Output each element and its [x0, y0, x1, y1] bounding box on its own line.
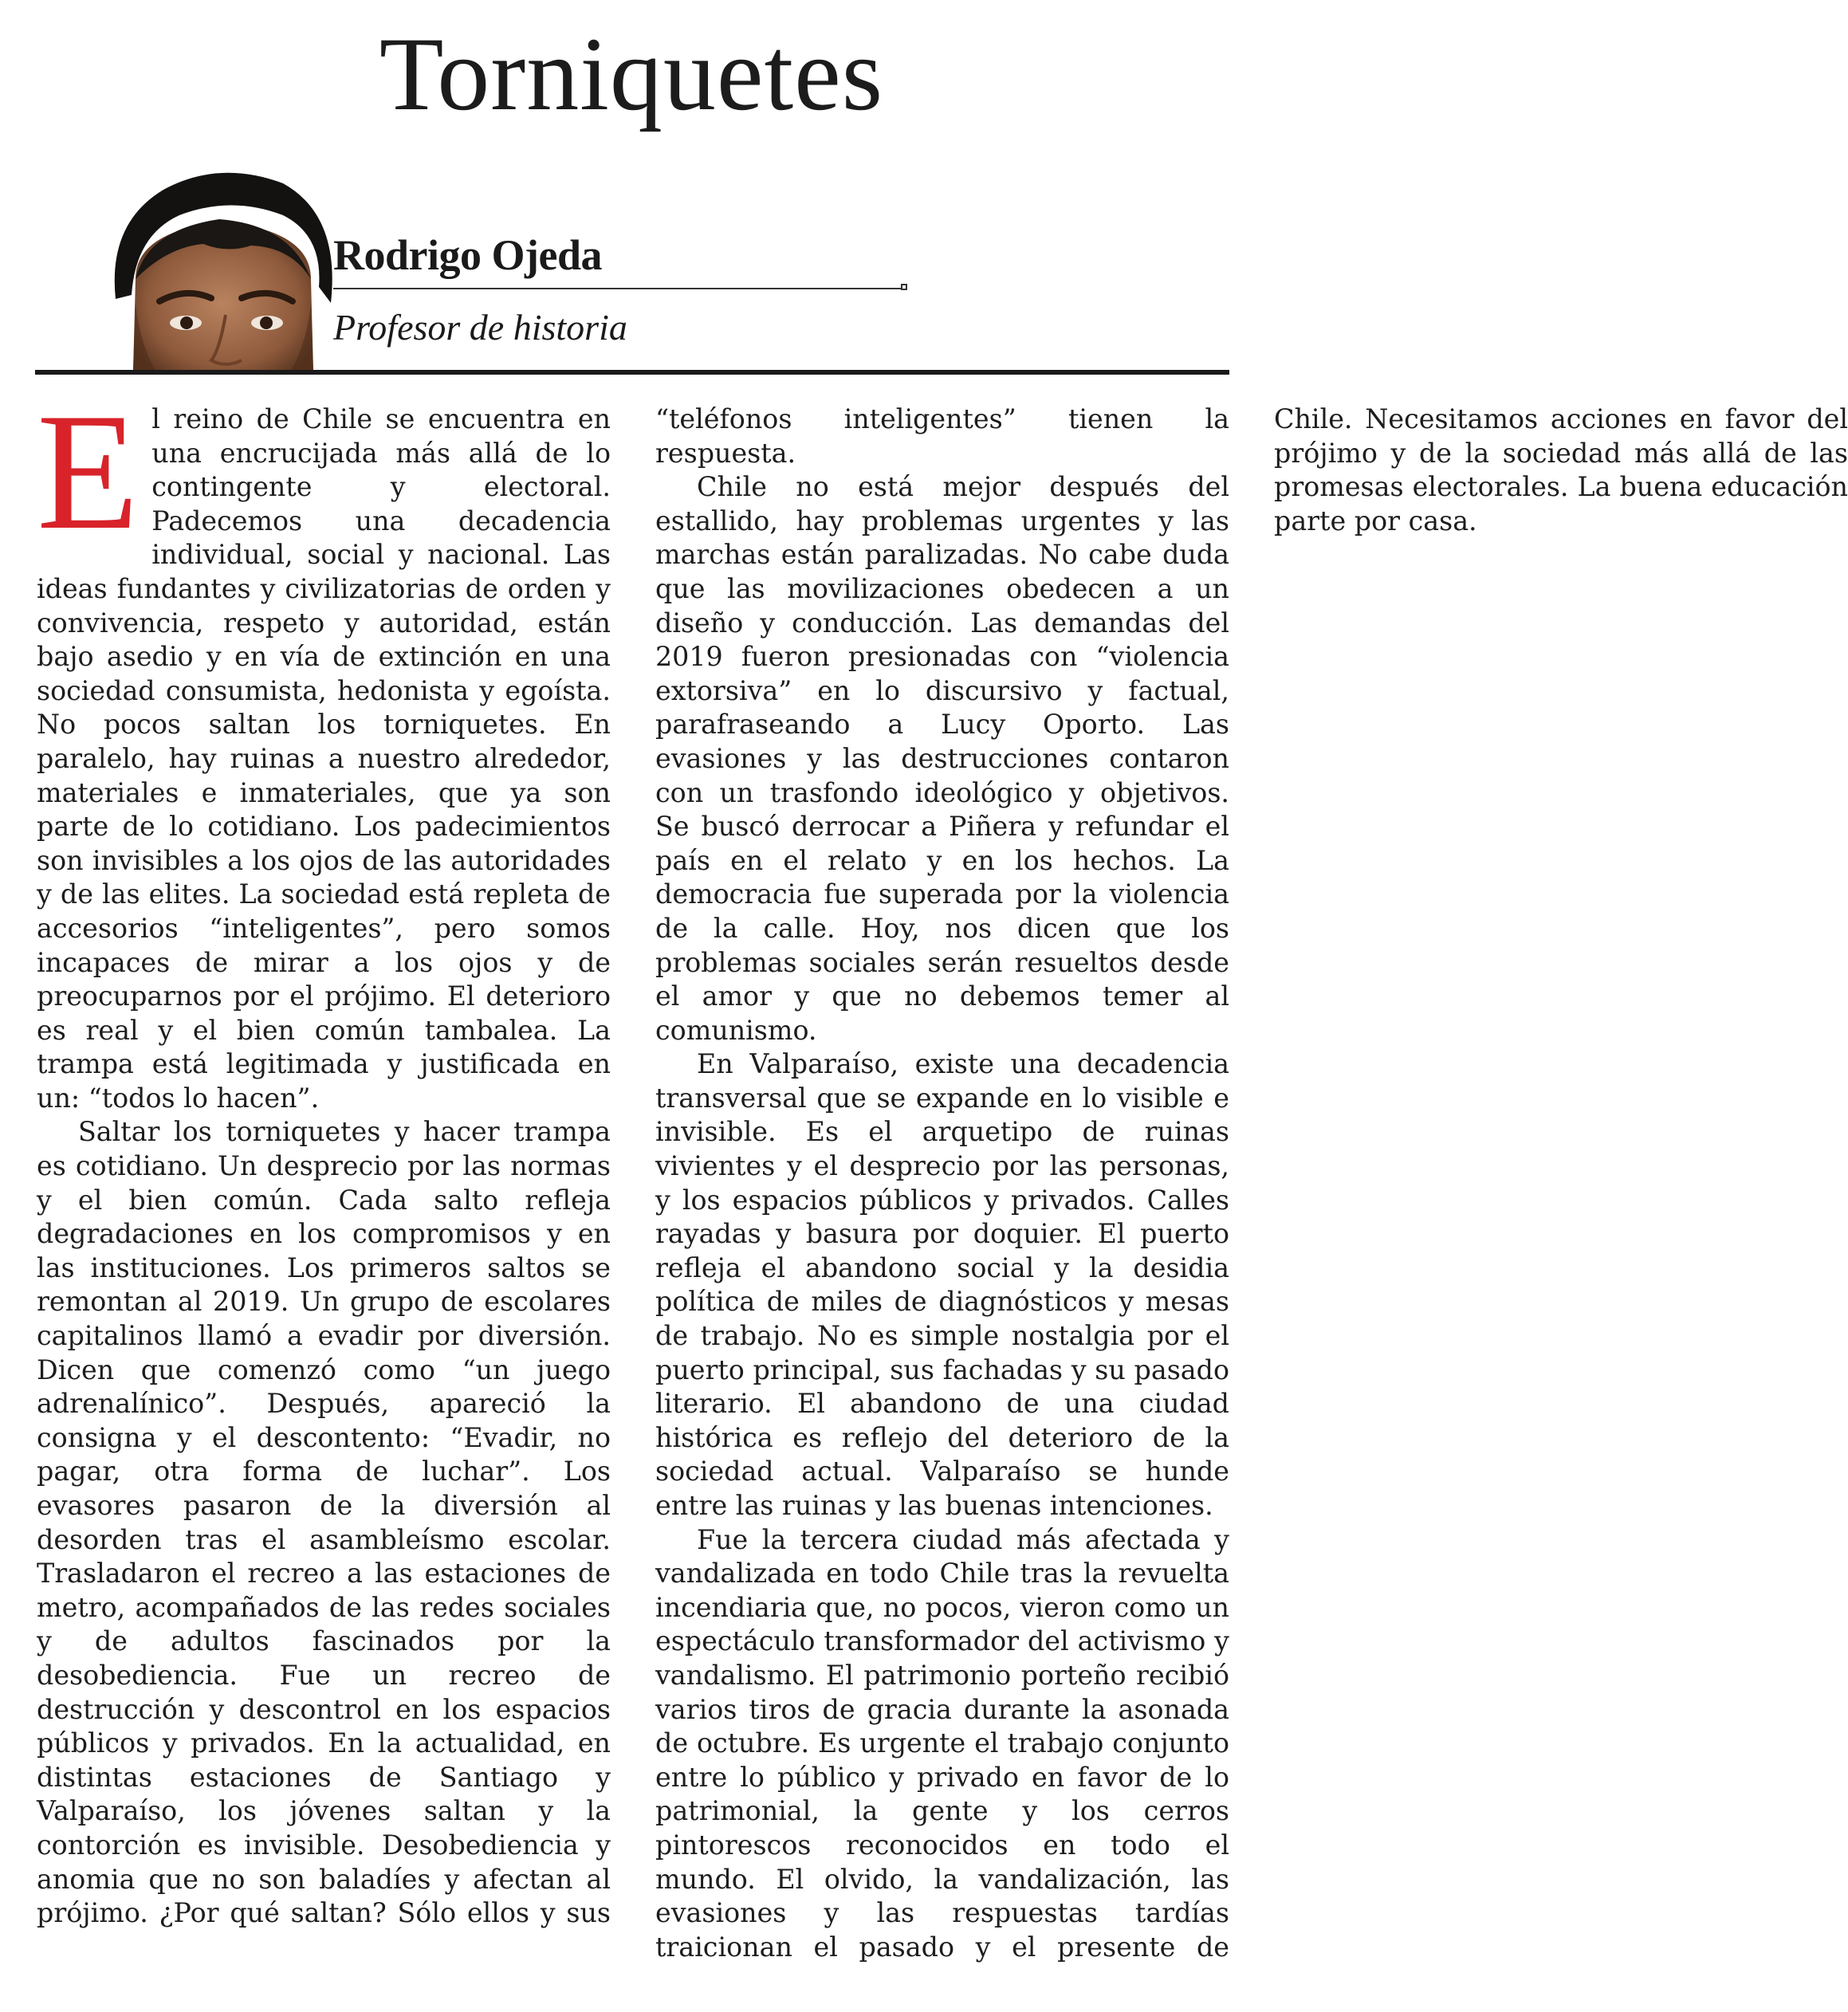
header-rule [35, 370, 1229, 375]
paragraph-3: Chile no está mejor después del estallido, hay problemas urgentes y las marchas están paralizadas. No cabe duda que las movilizaciones obedecen a un diseño y conducción. Las demandas del 2019 fueron presionadas con “violencia extorsiva” en lo discursivo y factual, parafraseando a Lucy Oporto. Las evasiones y las destrucciones contaron con un trasfondo ideológico y objetivos. Se buscó derrocar a Piñera y refundar el país en el relato y en los hechos. La democracia fue superada por la violencia de la calle. Hoy, nos dicen que los problemas sociales serán resueltos desde el amor y que no debemos temer al comunismo. [655, 471, 1229, 1046]
article-body [37, 379, 1848, 1989]
paragraph-1 [37, 379, 611, 1115]
author-name: Rodrigo Ojeda [333, 231, 602, 279]
byline [333, 231, 939, 348]
author-photo-image [92, 159, 355, 371]
byline-divider [333, 288, 901, 289]
byline-header [32, 155, 1231, 371]
author-role: Profesor de historia [333, 307, 627, 348]
paragraph-2: Saltar los torniquetes y hacer trampa es cotidiano. Un desprecio por las normas y el bien común. Cada salto refleja degradaciones en los compromisos y en las instituciones. Los primeros saltos se remontan al 2019. Un grupo de escolares capitalinos llamó a evadir por diversión. Dicen que comenzó como “un juego adrenalínico”. Después, apareció la consigna y el descontento: “Evadir, no pagar, otra forma de luchar”. Los evasores pasaron de la diversión al desorden tras el asambleísmo escolar. Trasladaron el recreo a las estaciones de metro, acompañados de las redes sociales y de adultos fascinados por la desobediencia. Fue un recreo de destrucción y descontrol en los espacios públicos y privados. En la actualidad, en distintas estaciones de Santiago y Valparaíso, los jóvenes saltan y la contorción es invisible. Desobediencia y anomia que no son baladíes y afectan al prójimo. ¿Por qué saltan? Sólo ellos y sus “teléfonos inteligentes” tienen la respuesta. [37, 403, 1229, 1929]
paragraph-4: En Valparaíso, existe una decadencia transversal que se expande en lo visible e invisible. Es el arquetipo de ruinas vivientes y el desprecio por las personas, y los espacios públicos y privados. Calles rayadas y basura por doquier. El puerto refleja el abandono social y la desidia política de miles de diagnósticos y mesas de trabajo. No es simple nostalgia por el puerto principal, sus fachadas y su pasado literario. El abandono de una ciudad histórica es reflejo del deterioro de la sociedad actual. Valparaíso se hunde entre las ruinas y las buenas intenciones. [655, 1048, 1229, 1521]
drop-cap: E [37, 379, 140, 564]
author-portrait [92, 159, 355, 371]
article-title: Torniquetes [379, 15, 884, 132]
byline-divider-end [901, 284, 907, 290]
paragraph-5: Fue la tercera ciudad más afectada y vandalizada en todo Chile tras la revuelta incendiaria que, no pocos, vieron como un espectáculo transformador del activismo y vandalismo. El patrimonio porteño recibió varios tiros de gracia durante la asonada de octubre. Es urgente el trabajo conjunto entre lo público y privado en favor de lo patrimonial, la gente y los cerros pintorescos reconocidos en todo el mundo. El olvido, la vandalización, las evasiones y las respuestas tardías traicionan el pasado y el presente de Chile. Necesitamos acciones en favor del prójimo y de la sociedad más allá de las promesas electorales. La buena educación parte por casa. [655, 403, 1848, 1963]
paragraph-1-text: l reino de Chile se encuentra en una encrucijada más allá de lo contingente y electoral. Padecemos una decadencia individual, social y nacional. Las ideas fundantes y civilizatorias de orden y convivencia, respeto y autoridad, están bajo asedio y en vía de extinción en una sociedad consumista, hedonista y egoísta. No pocos saltan los torniquetes. En paralelo, hay ruinas a nuestro alrededor, materiales e inmateriales, que ya son parte de lo cotidiano. Los padecimientos son invisibles a los ojos de las autoridades y de las elites. La sociedad está repleta de accesorios “inteligentes”, pero somos incapaces de mirar a los ojos y de preocuparnos por el prójimo. El deterioro es real y el bien común tambalea. La trampa está legitimada y justificada en un: “todos lo hacen”. [37, 403, 611, 1114]
